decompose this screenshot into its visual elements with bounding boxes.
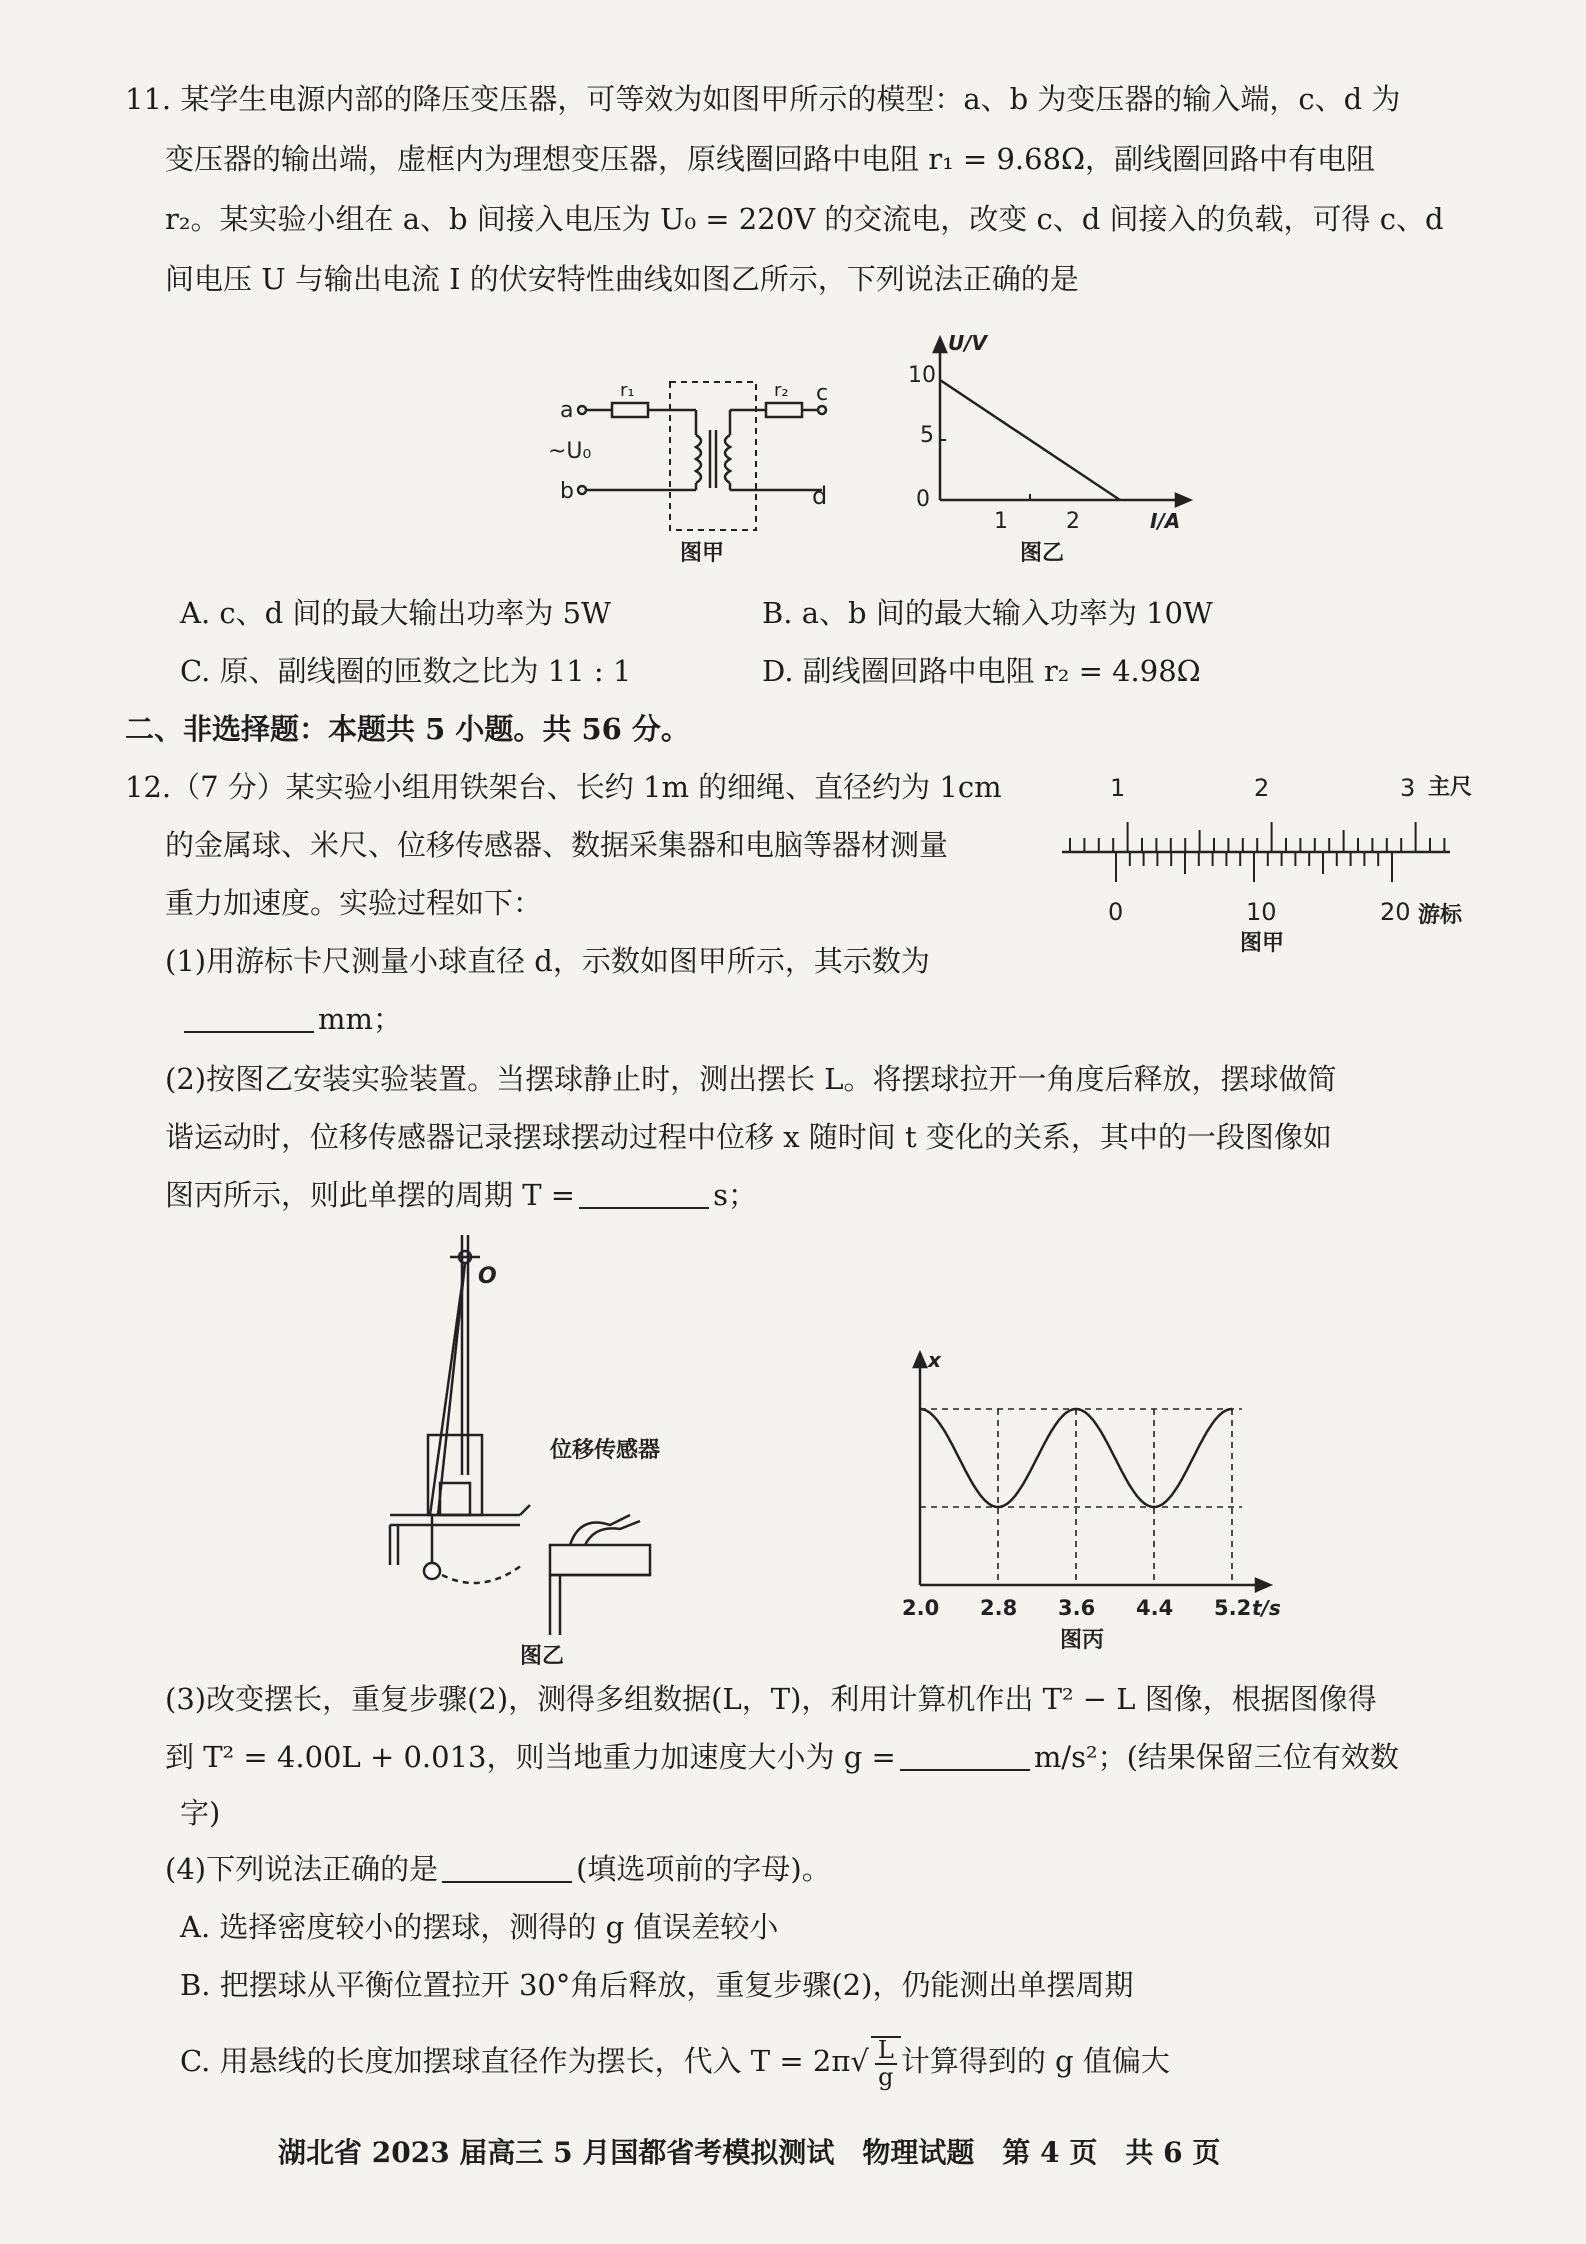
y-tick-5: 5	[920, 423, 934, 448]
y-tick-0: 0	[916, 487, 930, 512]
q12-part2-unit: s；	[713, 1178, 757, 1212]
q12-option-b: B. 把摆球从平衡位置拉开 30°角后释放，重复步骤(2)，仍能测出单摆周期	[180, 1968, 1134, 2002]
pivot-o-label: O	[478, 1264, 497, 1289]
frac-denominator: g	[878, 2063, 894, 2092]
label-c: c	[816, 381, 829, 406]
u-i-line	[940, 380, 1120, 500]
q12-part3-line3: 字)	[180, 1796, 221, 1830]
q12-part1: (1)用游标卡尺测量小球直径 d，示数如图甲所示，其示数为	[165, 944, 930, 978]
main-tick-1: 1	[1110, 774, 1126, 802]
q12-part2-line3	[165, 1178, 757, 1213]
x-tick-1: 1	[994, 509, 1008, 534]
q12-part4-hint: (填选项前的字母)。	[576, 1852, 831, 1886]
x-t-graph	[880, 1345, 1300, 1655]
x-tick-2: 2	[1066, 509, 1080, 534]
q12-part3-unit: m/s²；(结果保留三位有效数	[1033, 1740, 1399, 1774]
ui-xlabel: I/A	[1150, 509, 1181, 533]
vernier-tick-20: 20	[1380, 898, 1411, 926]
t-tick-2.0: 2.0	[902, 1596, 940, 1620]
transformer-circuit-figure	[520, 360, 850, 580]
q12-line1: 12.（7 分）某实验小组用铁架台、长约 1m 的细绳、直径约为 1cm	[125, 770, 1002, 804]
fig-yi-caption: 图乙	[1020, 541, 1065, 566]
main-scale-label: 主尺	[1428, 775, 1473, 800]
q11-option-c: C. 原、副线圈的匝数之比为 11 : 1	[180, 654, 632, 688]
answer-blank-1[interactable]	[184, 1003, 314, 1033]
label-r2: r₂	[774, 380, 789, 401]
fraction-l-over-g	[871, 2036, 901, 2090]
apparatus-caption: 图乙	[520, 1644, 565, 1665]
vernier-tick-10: 10	[1246, 898, 1277, 926]
xt-ylabel: x	[928, 1348, 941, 1372]
q12-part3-line2	[165, 1740, 1399, 1775]
q11-option-a: A. c、d 间的最大输出功率为 5W	[180, 596, 611, 630]
label-r1: r₁	[620, 380, 635, 401]
vernier-scale-label: 游标	[1418, 903, 1463, 928]
pendulum-apparatus-figure	[370, 1225, 730, 1665]
page-footer: 湖北省 2023 届高三 5 月国都省考模拟测试 物理试题 第 4 页 共 6 页	[278, 2136, 1221, 2169]
q11-line2: 变压器的输出端，虚框内为理想变压器，原线圈回路中电阻 r₁ = 9.68Ω，副线圈回路中有电阻	[165, 142, 1376, 176]
q11-option-d: D. 副线圈回路中电阻 r₂ = 4.98Ω	[762, 654, 1201, 688]
t-tick-2.8: 2.8	[980, 1596, 1018, 1620]
q12-part2-line1: (2)按图乙安装实验装置。当摆球静止时，测出摆长 L。将摆球拉开一角度后释放，摆球做简	[165, 1062, 1337, 1096]
q11-option-b: B. a、b 间的最大输入功率为 10W	[762, 596, 1213, 630]
main-tick-3: 3	[1400, 774, 1416, 802]
sqrt-sign: √	[850, 2044, 869, 2079]
q11-line4: 间电压 U 与输出电流 I 的伏安特性曲线如图乙所示，下列说法正确的是	[165, 262, 1079, 296]
u-i-graph	[880, 330, 1210, 570]
q12-part1-unit: mm；	[318, 1002, 402, 1036]
q12-part2-line2: 谐运动时，位移传感器记录摆球摆动过程中位移 x 随时间 t 变化的关系，其中的一段图像如	[165, 1120, 1332, 1154]
answer-blank-4[interactable]	[442, 1853, 572, 1883]
q12-part2-text: 图丙所示，则此单摆的周期 T =	[165, 1178, 576, 1212]
t-tick-3.6: 3.6	[1058, 1596, 1096, 1620]
label-a: a	[560, 398, 574, 423]
label-b: b	[560, 479, 574, 504]
q12-option-c	[180, 2036, 1170, 2090]
q12-part4	[165, 1852, 831, 1887]
vernier-tick-0: 0	[1108, 898, 1124, 926]
q12-line2: 的金属球、米尺、位移传感器、数据采集器和电脑等器材测量	[165, 828, 949, 862]
fig-jia-caption: 图甲	[680, 541, 725, 566]
t-tick-5.2: 5.2	[1214, 1596, 1252, 1620]
sensor-label: 位移传感器	[550, 1438, 661, 1463]
main-tick-2: 2	[1254, 774, 1270, 802]
q12-line3: 重力加速度。实验过程如下：	[165, 886, 543, 920]
q12-part3-text: 到 T² = 4.00L + 0.013，则当地重力加速度大小为 g =	[165, 1740, 896, 1774]
y-tick-10: 10	[908, 363, 936, 388]
caliper-caption: 图甲	[1240, 931, 1285, 956]
answer-blank-2[interactable]	[579, 1179, 709, 1209]
q12-option-a: A. 选择密度较小的摆球，测得的 g 值误差较小	[180, 1910, 779, 1944]
xt-caption: 图丙	[1060, 1628, 1105, 1653]
q12-part1-blank-line	[180, 1002, 402, 1037]
ui-ylabel: U/V	[948, 331, 988, 355]
section-2-heading: 二、非选择题：本题共 5 小题。共 56 分。	[125, 712, 690, 746]
label-d: d	[812, 482, 828, 510]
q12-option-c-tail: 计算得到的 g 值偏大	[900, 2044, 1170, 2079]
q11-line1: 11. 某学生电源内部的降压变压器，可等效为如图甲所示的模型：a、b 为变压器的输入端，c、d 为	[125, 82, 1401, 116]
q12-option-c-text: C. 用悬线的长度加摆球直径作为摆长，代入 T = 2π	[180, 2044, 851, 2079]
q11-line3: r₂。某实验小组在 a、b 间接入电压为 U₀ = 220V 的交流电，改变 c、d 间接入的负载，可得 c、d	[165, 202, 1444, 236]
label-u0: ~U₀	[548, 439, 592, 464]
xt-xlabel: t/s	[1252, 1596, 1281, 1620]
frac-numerator: L	[875, 2038, 897, 2065]
q12-part4-text: (4)下列说法正确的是	[165, 1852, 439, 1886]
q12-part3-line1: (3)改变摆长，重复步骤(2)，测得多组数据(L，T)，利用计算机作出 T² − L 图像，根据图像得	[165, 1682, 1377, 1716]
answer-blank-3[interactable]	[900, 1741, 1030, 1771]
vernier-caliper-figure	[1050, 760, 1530, 960]
t-tick-4.4: 4.4	[1136, 1596, 1174, 1620]
